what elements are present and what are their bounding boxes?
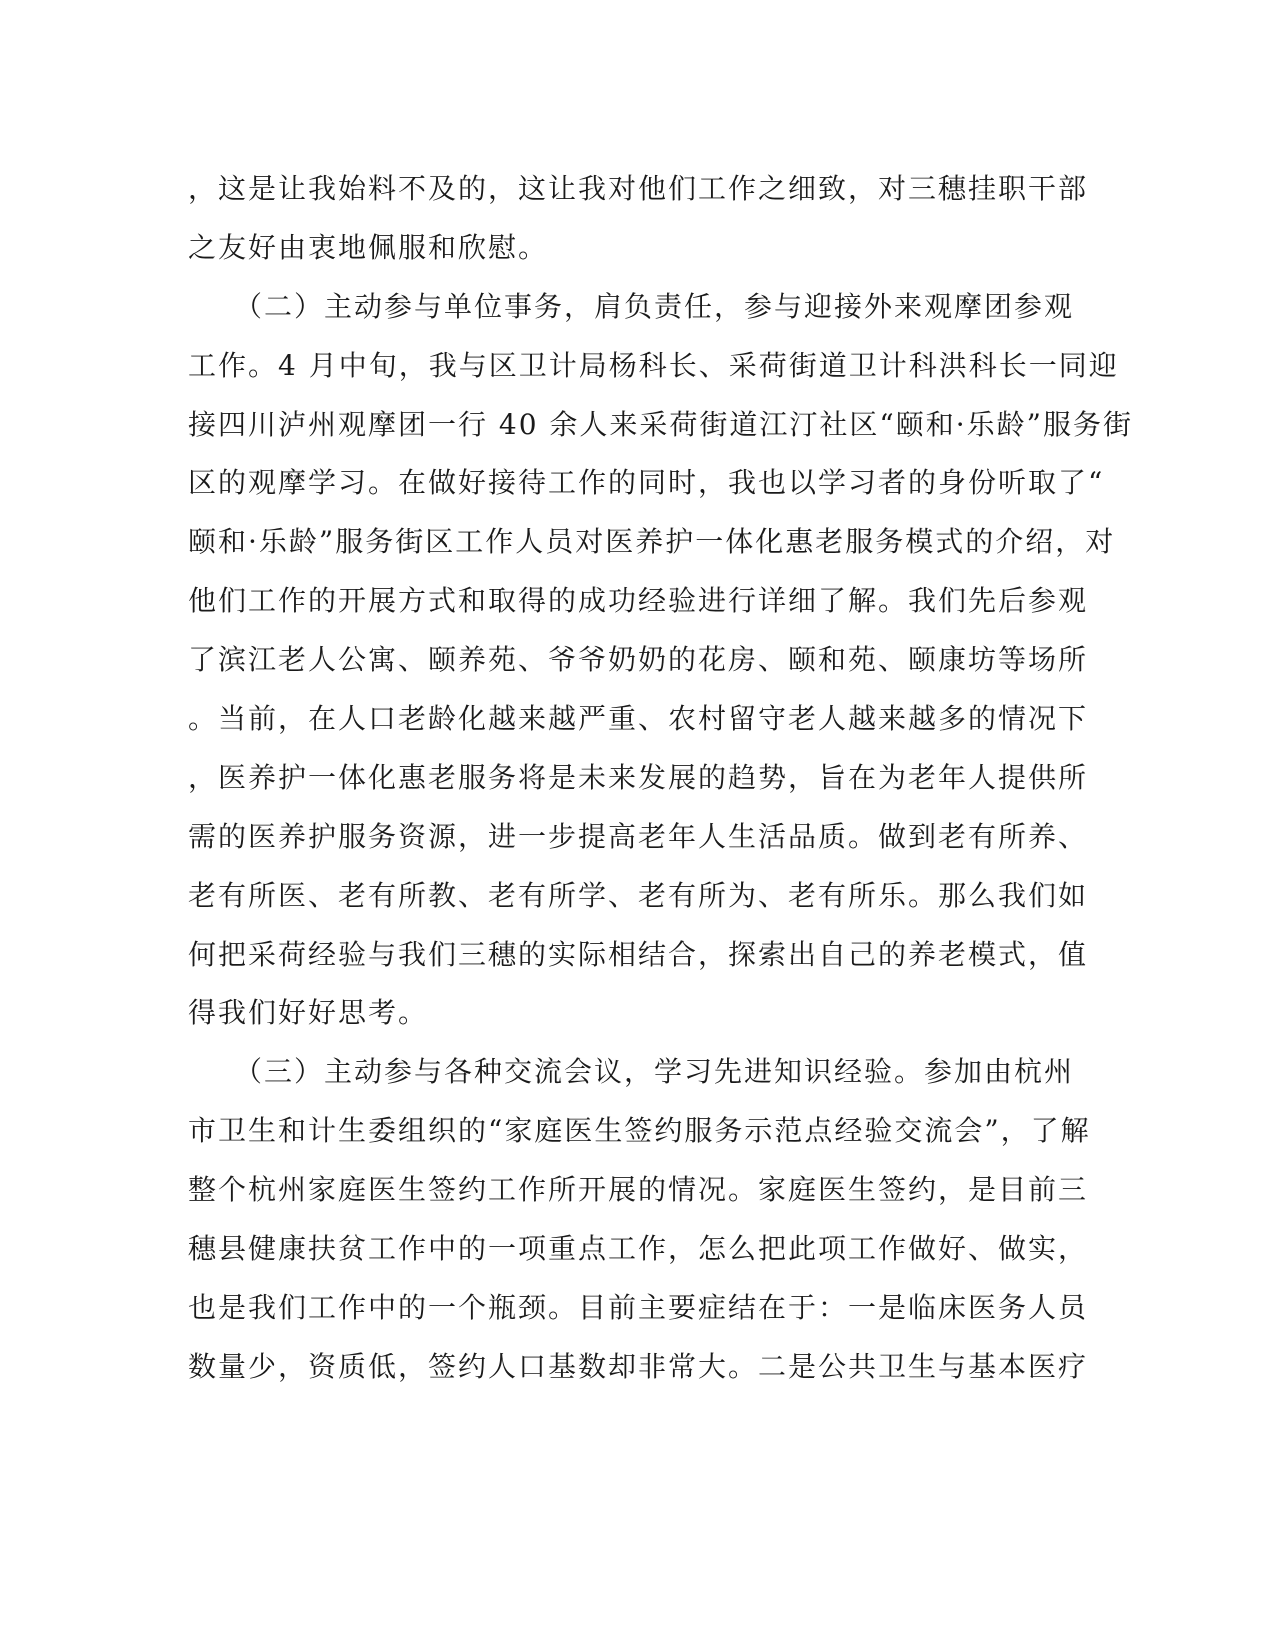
text-line-9: 了滨江老人公寓、颐养苑、爷爷奶奶的花房、颐和苑、颐康坊等场所 [188,643,1089,677]
text-line-10: 。当前，在人口老龄化越来越严重、农村留守老人越来越多的情况下 [188,702,1089,736]
text-line-17: 市卫生和计生委组织的“家庭医生签约服务示范点经验交流会”，了解 [188,1114,1091,1148]
text-line-19: 穗县健康扶贫工作中的一项重点工作，怎么把此项工作做好、做实， [188,1232,1089,1266]
text-line-13: 老有所医、老有所教、老有所学、老有所为、老有所乐。那么我们如 [188,878,1089,912]
text-line-15: 得我们好好思考。 [188,996,429,1030]
text-line-7: 颐和·乐龄”服务街区工作人员对医养护一体化惠老服务模式的介绍，对 [188,525,1116,559]
text-line-11: ，医养护一体化惠老服务将是未来发展的趋势，旨在为老年人提供所 [188,760,1089,794]
text-line-21: 数量少，资质低，签约人口基数却非常大。二是公共卫生与基本医疗 [188,1349,1089,1383]
text-line-18: 整个杭州家庭医生签约工作所开展的情况。家庭医生签约，是目前三 [188,1173,1089,1207]
text-line-1: ，这是让我始料不及的，这让我对他们工作之细致，对三穗挂职干部 [188,172,1089,205]
body-text [188,160,1133,1397]
text-line-6: 区的观摩学习。在做好接待工作的同时，我也以学习者的身份听取了“ [188,466,1105,500]
text-line-20: 也是我们工作中的一个瓶颈。目前主要症结在于：一是临床医务人员 [188,1290,1089,1324]
text-line-3: （二）主动参与单位事务，肩负责任，参与迎接外来观摩团参观 [188,289,1075,323]
text-line-8: 他们工作的开展方式和取得的成功经验进行详细了解。我们先后参观 [188,584,1089,618]
text-line-12: 需的医养护服务资源，进一步提高老年人生活品质。做到老有所养、 [188,819,1089,853]
text-line-14: 何把采荷经验与我们三穗的实际相结合，探索出自己的养老模式，值 [188,937,1089,971]
text-line-5: 接四川泸州观摩团一行 40 余人来采荷街道江汀社区“颐和·乐龄”服务街 [188,407,1133,441]
text-line-16: （三）主动参与各种交流会议，学习先进知识经验。参加由杭州 [188,1055,1075,1089]
text-line-4: 工作。4 月中旬，我与区卫计局杨科长、采荷街道卫计科洪科长一同迎 [188,348,1119,382]
text-line-2: 之友好由衷地佩服和欣慰。 [188,230,549,264]
